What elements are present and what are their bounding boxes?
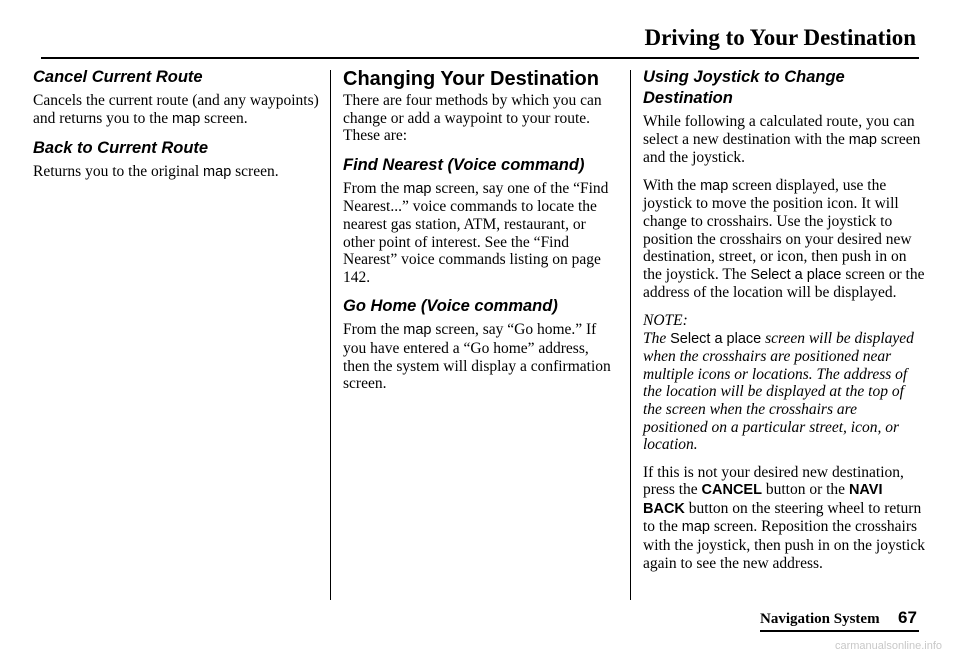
map-screen-term: map	[172, 110, 201, 127]
page-number: 67	[898, 608, 917, 627]
map-screen-term: map	[681, 519, 710, 536]
column-right	[643, 67, 925, 582]
header-rule	[41, 57, 919, 59]
joystick-intro: While following a calculated route, you can select a new destination with the map screen and the joystick.	[643, 113, 921, 167]
cancel-route-text: Cancels the current route (and any waypoints) and returns you to the map screen.	[33, 92, 319, 127]
cancel-button-term: CANCEL	[701, 482, 762, 499]
note-label: NOTE:	[643, 311, 688, 329]
select-place-term: Select a place	[670, 330, 762, 347]
note-text: The Select a place screen will be displayed when the crosshairs are positioned near multiple icons or locations. The address of the location will be displayed at the top of the screen when the crosshairs are positioned on a particular street, icon, or location.	[643, 329, 914, 454]
back-route-text: Returns you to the original map screen.	[33, 163, 279, 181]
map-screen-term: map	[403, 322, 432, 339]
find-nearest-heading: Find Nearest (Voice command)	[343, 155, 585, 174]
changing-destination-heading: Changing Your Destination	[343, 68, 599, 90]
go-home-heading: Go Home (Voice command)	[343, 297, 558, 316]
cancel-route-heading: Cancel Current Route	[33, 68, 203, 86]
navi-back-button-term: NAVI BACK	[643, 482, 883, 517]
cancel-instructions: If this is not your desired new destination, press the CANCEL button or the NAVI BACK button on the steering wheel to return to the map screen. Reposition the crosshairs with the joystick, then push in on the joystick again to see the new address.	[643, 463, 925, 572]
back-route-heading: Back to Current Route	[33, 139, 209, 158]
map-screen-term: map	[203, 164, 232, 181]
map-screen-term: map	[700, 177, 729, 194]
footer-rule	[760, 630, 919, 632]
changing-destination-intro: There are four methods by which you can change or add a waypoint to your route. These are:	[343, 92, 602, 145]
watermark: carmanualsonline.info	[834, 640, 942, 652]
select-place-term: Select a place	[750, 266, 842, 283]
column-left	[33, 67, 319, 192]
find-nearest-text: From the map screen, say one of the “Find Nearest...” voice commands to locate the nearest gas station, ATM, restaurant, or other point of interest. See the “Find Nearest” voice commands listing on page 142.	[343, 179, 609, 286]
column-divider-right	[630, 70, 631, 600]
footer-section-title: Navigation System	[760, 611, 880, 627]
map-screen-term: map	[403, 180, 432, 197]
go-home-text: From the map screen, say “Go home.” If you have entered a “Go home” address, then the system will display a confirmation screen.	[343, 321, 611, 393]
column-divider-left	[330, 70, 331, 600]
page-title: Driving to Your Destination	[644, 25, 916, 50]
map-screen-term: map	[848, 131, 877, 148]
joystick-heading: Using Joystick to Change Destination	[643, 68, 845, 107]
column-middle	[343, 67, 618, 403]
joystick-steps: With the map screen displayed, use the joystick to move the position icon. It will change to crosshairs. Use the joystick to position the crosshairs on your desired new destination, street, or icon, then push in on the joystick. The Select a place screen or the address of the location will be displayed.	[643, 176, 925, 302]
